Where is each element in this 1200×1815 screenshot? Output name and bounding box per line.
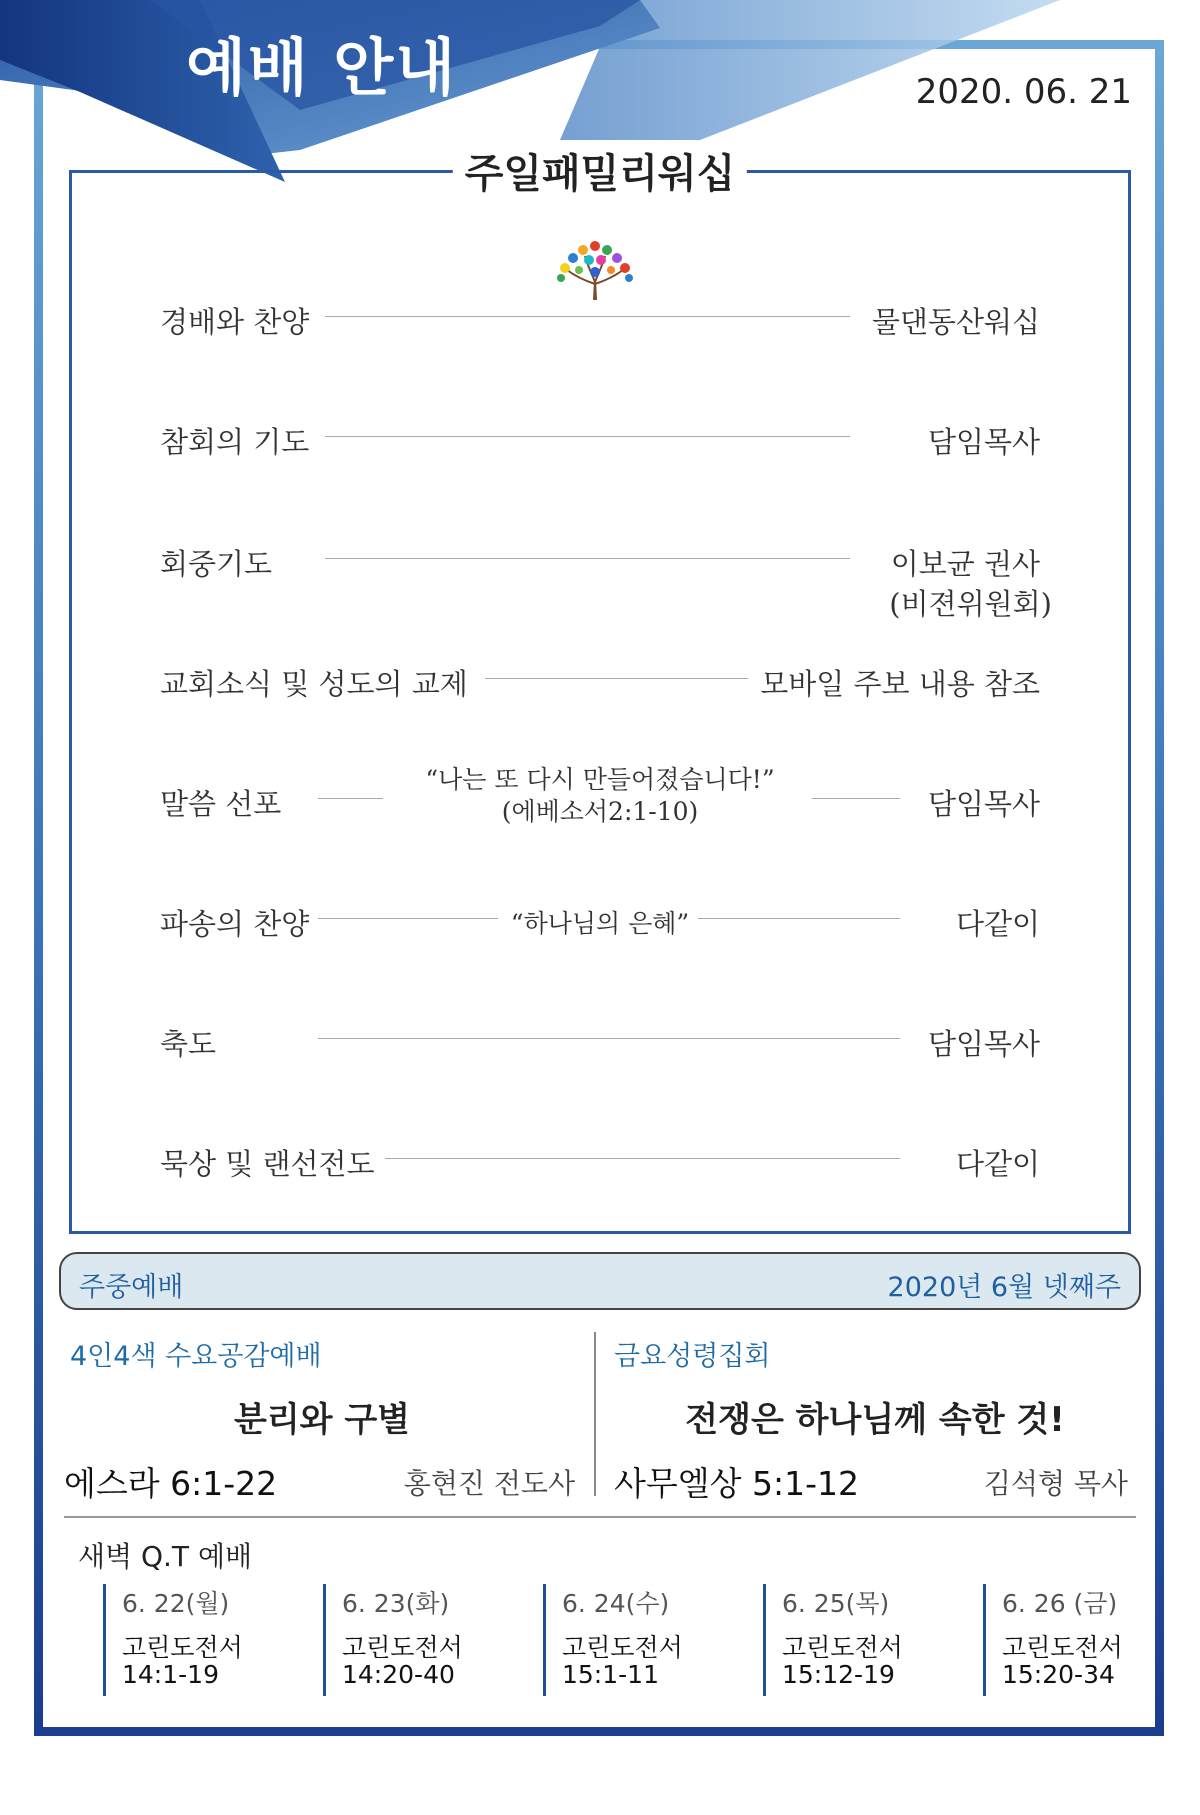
order-item	[160, 766, 1040, 830]
sunday-worship-title: 주일패밀리워십	[453, 142, 747, 199]
page-title: 예배 안내	[186, 31, 458, 104]
friday-passage: 사무엘상 5:1-12	[614, 1464, 860, 1503]
order-item-label: 경배와 찬양	[160, 305, 310, 339]
order-item-leader: 담임목사	[927, 1027, 1040, 1061]
order-item	[160, 1126, 1040, 1190]
leader-line	[325, 436, 850, 437]
qt-date: 6. 24(수)	[562, 1589, 670, 1618]
qt-date: 6. 23(화)	[342, 1589, 450, 1618]
wednesday-preacher: 홍현진 전도사	[403, 1467, 575, 1500]
qt-day	[983, 1584, 1186, 1696]
order-item	[160, 404, 1040, 468]
order-item	[160, 886, 1040, 950]
issue-date: 2020. 06. 21	[915, 72, 1132, 112]
qt-verses: 14:20-40	[342, 1660, 455, 1689]
qt-verses: 15:20-34	[1002, 1660, 1115, 1689]
qt-verses: 15:1-11	[562, 1660, 659, 1689]
qt-date: 6. 22(월)	[122, 1589, 230, 1618]
qt-book: 고린도전서	[1002, 1633, 1123, 1662]
leader-line	[325, 316, 850, 317]
weekday-worship-title: 주중예배	[79, 1272, 184, 1303]
qt-book: 고린도전서	[782, 1633, 903, 1662]
qt-date: 6. 26 (금)	[1002, 1589, 1118, 1618]
order-item	[160, 526, 1052, 621]
qt-book: 고린도전서	[342, 1633, 463, 1662]
qt-day	[763, 1584, 966, 1696]
order-item	[160, 1006, 1040, 1070]
order-item-leader: 담임목사	[927, 425, 1040, 459]
leader-line	[698, 918, 900, 919]
qt-date: 6. 25(목)	[782, 1589, 890, 1618]
column-divider	[594, 1332, 596, 1496]
hymn-title: “하나님의 은혜”	[510, 909, 690, 938]
leader-line	[325, 558, 850, 559]
qt-book: 고린도전서	[122, 1633, 243, 1662]
friday-sermon-title: 전쟁은 하나님께 속한 것!	[685, 1400, 1065, 1440]
friday-service-label: 금요성령집회	[614, 1341, 771, 1372]
weekday-worship-week: 2020년 6월 넷째주	[887, 1272, 1121, 1303]
leader-line	[485, 678, 748, 679]
order-item-label: 축도	[160, 1027, 217, 1061]
qt-day	[103, 1584, 306, 1696]
order-item-leader: 물댄동산워십	[871, 305, 1040, 339]
order-item-label: 파송의 찬양	[160, 907, 310, 941]
wednesday-service-label: 4인4색 수요공감예배	[70, 1341, 322, 1372]
order-item-label: 교회소식 및 성도의 교제	[160, 667, 468, 701]
qt-verses: 14:1-19	[122, 1660, 219, 1689]
sermon-title: “나는 또 다시 만들어졌습니다!”	[425, 765, 775, 794]
leader-line	[318, 918, 498, 919]
leader-line	[318, 798, 383, 799]
wednesday-passage: 에스라 6:1-22	[64, 1464, 278, 1503]
friday-preacher: 김석형 목사	[983, 1467, 1128, 1500]
order-item-leader: 이보균 권사	[890, 547, 1040, 581]
order-item-label: 참회의 기도	[160, 425, 310, 459]
order-item-leader-sub: (비젼위원회)	[889, 587, 1052, 621]
section-divider	[64, 1516, 1136, 1518]
sermon-passage: (에베소서2:1-10)	[501, 797, 699, 826]
order-item-leader: 담임목사	[927, 787, 1040, 821]
leader-line	[812, 798, 900, 799]
order-item-label: 묵상 및 랜선전도	[160, 1147, 375, 1181]
qt-verses: 15:12-19	[782, 1660, 895, 1689]
order-item	[160, 284, 1040, 348]
order-item-leader: 다같이	[955, 1147, 1040, 1181]
leader-line	[318, 1038, 900, 1039]
dawn-qt-title: 새벽 Q.T 예배	[78, 1540, 253, 1573]
order-item-leader: 다같이	[955, 907, 1040, 941]
order-item	[160, 646, 1040, 710]
order-item-label: 회중기도	[160, 547, 273, 581]
weekday-worship-bar	[59, 1252, 1141, 1310]
order-item-label: 말씀 선포	[160, 787, 282, 821]
qt-day	[323, 1584, 526, 1696]
wednesday-sermon-title: 분리와 구별	[233, 1400, 411, 1440]
leader-line	[385, 1158, 900, 1159]
order-item-leader: 모바일 주보 내용 참조	[760, 667, 1040, 701]
qt-book: 고린도전서	[562, 1633, 683, 1662]
qt-day	[543, 1584, 746, 1696]
